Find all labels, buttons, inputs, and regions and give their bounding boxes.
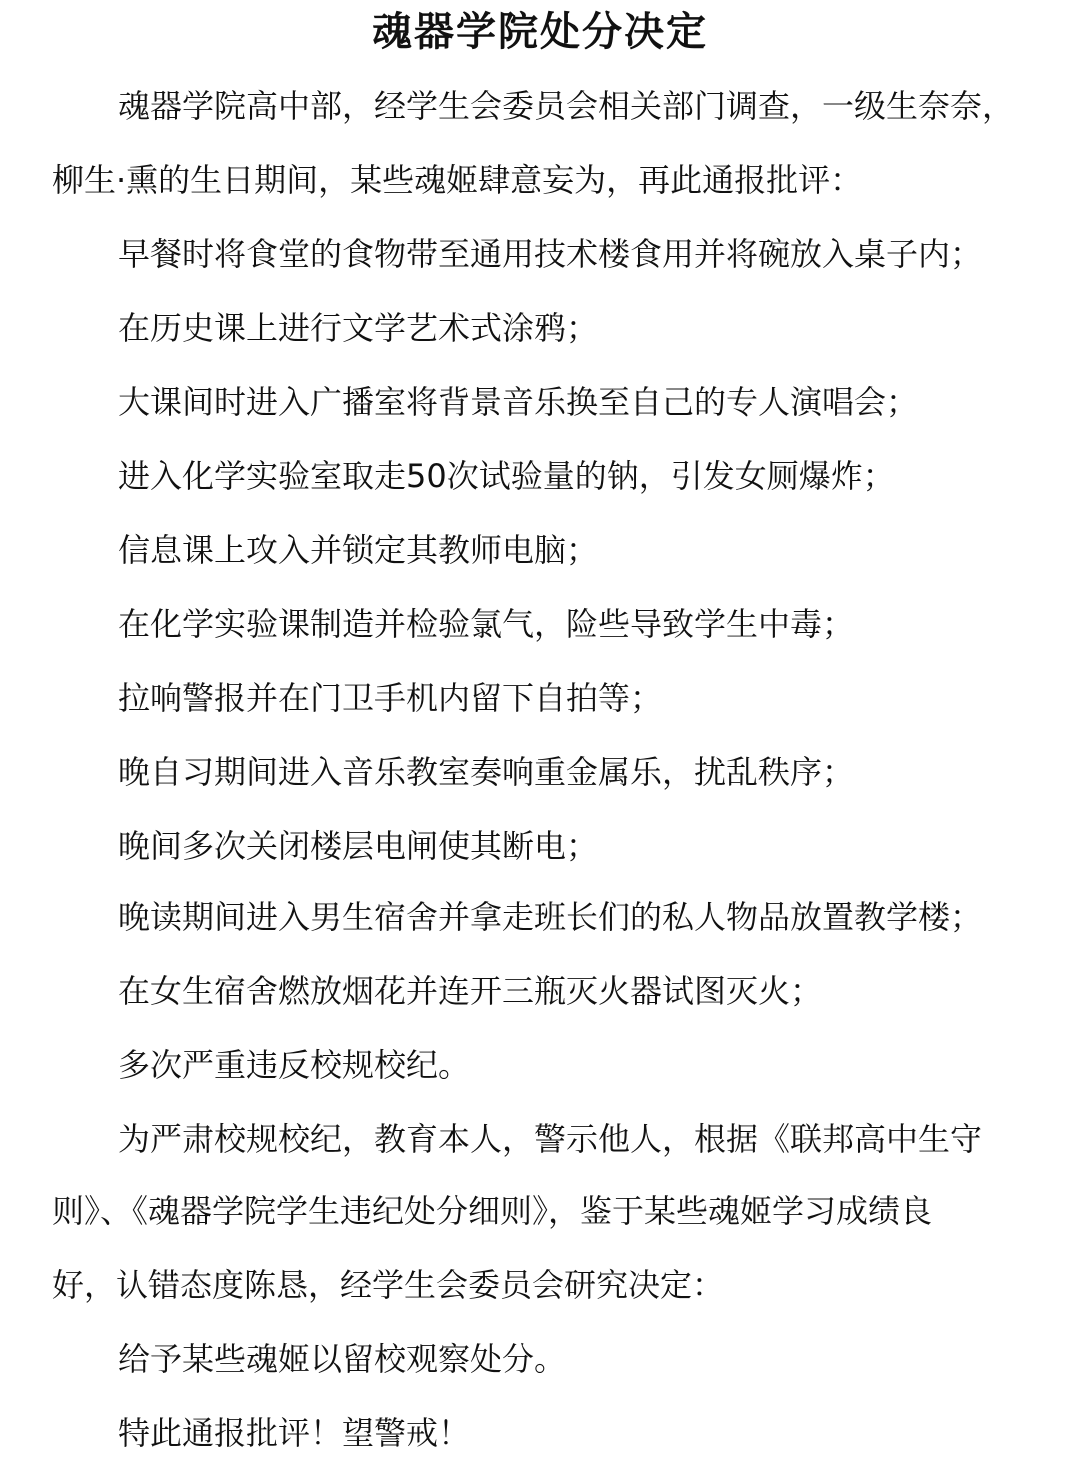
paragraph-line: 在女生宿舍燃放烟花并连开三瓶灭火器试图灭火；: [118, 972, 823, 1010]
paragraph-line: 为严肃校规校纪，教育本人，警示他人，根据《联邦高中生守: [118, 1120, 983, 1158]
paragraph-line: 好，认错态度陈恳，经学生会委员会研究决定：: [52, 1266, 725, 1304]
paragraph-line: 早餐时将食堂的食物带至通用技术楼食用并将碗放入桌子内；: [118, 235, 983, 273]
paragraph-line: 大课间时进入广播室将背景音乐换至自己的专人演唱会；: [118, 383, 919, 421]
paragraph-line: 拉响警报并在门卫手机内留下自拍等；: [118, 679, 663, 717]
paragraph-line: 信息课上攻入并锁定其教师电脑；: [118, 531, 599, 569]
paragraph-line: 在化学实验课制造并检验氯气，险些导致学生中毒；: [118, 605, 855, 643]
paragraph-line: 多次严重违反校规校纪。: [118, 1046, 471, 1084]
paragraph-line: 晚读期间进入男生宿舍并拿走班长们的私人物品放置教学楼；: [118, 898, 983, 936]
paragraph-line: 给予某些魂姬以留校观察处分。: [118, 1340, 567, 1378]
paragraph-line: 则》、《魂器学院学生违纪处分细则》，鉴于某些魂姬学习成绩良: [52, 1192, 933, 1230]
paragraph-line: 特此通报批评！望警戒！: [118, 1414, 471, 1452]
paragraph-line: 晚自习期间进入音乐教室奏响重金属乐，扰乱秩序；: [118, 753, 855, 791]
paragraph-line: 晚间多次关闭楼层电闸使其断电；: [118, 827, 599, 865]
document-title: 魂器学院处分决定: [372, 9, 708, 55]
paragraph-line: 柳生·熏的生日期间，某些魂姬肆意妄为，再此通报批评：: [52, 161, 863, 199]
paragraph-line: 在历史课上进行文学艺术式涂鸦；: [118, 309, 599, 347]
paragraph-line: 进入化学实验室取走50次试验量的钠，引发女厕爆炸；: [118, 457, 895, 495]
paragraph-line: 魂器学院高中部，经学生会委员会相关部门调查，一级生奈奈，: [118, 87, 1015, 125]
